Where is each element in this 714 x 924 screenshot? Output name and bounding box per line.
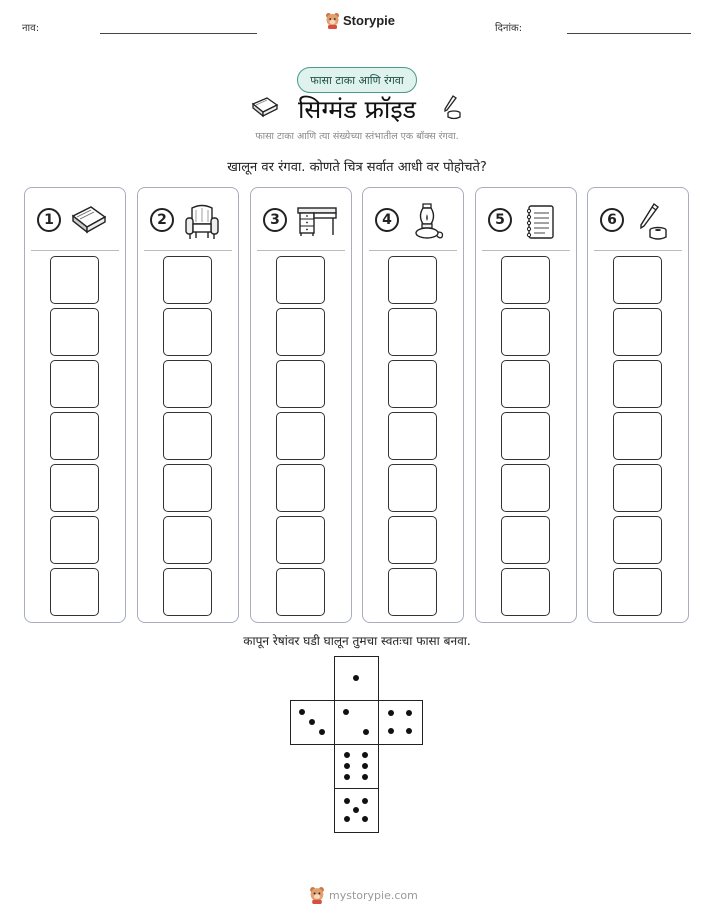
cut-instruction: कापून रेषांवर घडी घालून तुमचा स्वतःचा फासा बनवा. (243, 634, 471, 648)
page-title: सिग्मंड फ्रॉइड (297, 95, 417, 124)
color-box[interactable] (276, 412, 325, 460)
pip (406, 710, 412, 716)
subtitle: फासा टाका आणि त्या संख्येच्या स्तंभातील एक बॉक्स रंगवा. (255, 131, 459, 142)
color-box[interactable] (501, 412, 550, 460)
column-3 (250, 187, 352, 623)
pip (343, 709, 349, 715)
color-box[interactable] (501, 464, 550, 512)
name-line (100, 33, 257, 34)
bear-mascot-icon (325, 12, 340, 29)
color-box[interactable] (163, 516, 212, 564)
column-divider (482, 250, 570, 251)
pip (353, 807, 359, 813)
date-label: दिनांक: (495, 23, 523, 34)
color-box[interactable] (501, 256, 550, 304)
column-1 (24, 187, 126, 623)
notepad-icon (520, 202, 560, 242)
brand-name: Storypie (343, 13, 396, 28)
footer-url[interactable]: mystorypie.com (329, 888, 418, 902)
color-box[interactable] (501, 516, 550, 564)
color-box[interactable] (388, 256, 437, 304)
pip (353, 675, 359, 681)
color-box[interactable] (501, 568, 550, 616)
color-box[interactable] (613, 568, 662, 616)
pip (299, 709, 305, 715)
color-box[interactable] (50, 256, 99, 304)
pip (319, 729, 325, 735)
desk-icon (295, 202, 339, 238)
pip (309, 719, 315, 725)
color-box[interactable] (613, 516, 662, 564)
pip (344, 798, 350, 804)
footer (309, 886, 418, 904)
column-number: 6 (600, 208, 624, 232)
color-box[interactable] (501, 360, 550, 408)
column-number: 4 (375, 208, 399, 232)
instruction-text: खालून वर रंगवा. कोणते चित्र सर्वात आधी वर पोहोचते? (227, 160, 487, 175)
column-divider (257, 250, 345, 251)
pip (344, 816, 350, 822)
pip (362, 763, 368, 769)
column-divider (369, 250, 457, 251)
color-box[interactable] (388, 568, 437, 616)
column-2 (137, 187, 239, 623)
book-icon (69, 202, 109, 238)
pen-inkwell-icon (632, 202, 672, 242)
date-line (567, 33, 691, 34)
column-divider (594, 250, 682, 251)
column-4 (362, 187, 464, 623)
column-6 (587, 187, 689, 623)
color-box[interactable] (163, 308, 212, 356)
color-box[interactable] (276, 256, 325, 304)
color-box[interactable] (613, 464, 662, 512)
column-divider (144, 250, 232, 251)
color-box[interactable] (388, 308, 437, 356)
color-box[interactable] (163, 568, 212, 616)
color-box[interactable] (50, 308, 99, 356)
color-box[interactable] (163, 256, 212, 304)
color-box[interactable] (276, 464, 325, 512)
bear-mascot-icon (309, 886, 325, 904)
die-face-bottom (334, 744, 379, 789)
die-face-left (290, 700, 335, 745)
color-box[interactable] (50, 360, 99, 408)
die-face-back (334, 788, 379, 833)
color-box[interactable] (388, 360, 437, 408)
die-face-right (378, 700, 423, 745)
die-face-center (334, 700, 379, 745)
color-box[interactable] (163, 412, 212, 460)
pip (362, 798, 368, 804)
color-box[interactable] (163, 360, 212, 408)
pen-inkwell-icon (437, 94, 463, 120)
column-divider (31, 250, 119, 251)
color-box[interactable] (50, 568, 99, 616)
color-box[interactable] (613, 412, 662, 460)
activity-tag: फासा टाका आणि रंगवा (297, 67, 417, 93)
color-box[interactable] (501, 308, 550, 356)
oil-lamp-icon (407, 202, 447, 242)
name-label: नाव: (22, 23, 40, 34)
color-box[interactable] (163, 464, 212, 512)
pip (344, 752, 350, 758)
color-box[interactable] (50, 516, 99, 564)
color-box[interactable] (613, 256, 662, 304)
column-number: 2 (150, 208, 174, 232)
color-box[interactable] (388, 464, 437, 512)
pip (363, 729, 369, 735)
pip (388, 728, 394, 734)
column-5 (475, 187, 577, 623)
color-box[interactable] (276, 568, 325, 616)
color-box[interactable] (613, 308, 662, 356)
color-box[interactable] (50, 464, 99, 512)
color-box[interactable] (613, 360, 662, 408)
column-number: 1 (37, 208, 61, 232)
column-number: 3 (263, 208, 287, 232)
pip (362, 816, 368, 822)
brand-logo (325, 12, 395, 29)
pip (388, 710, 394, 716)
color-box[interactable] (388, 412, 437, 460)
pip (344, 763, 350, 769)
color-box[interactable] (276, 308, 325, 356)
color-box[interactable] (388, 516, 437, 564)
color-box[interactable] (276, 516, 325, 564)
armchair-icon (182, 202, 222, 242)
column-number: 5 (488, 208, 512, 232)
color-box[interactable] (50, 412, 99, 460)
color-box[interactable] (276, 360, 325, 408)
pip (344, 774, 350, 780)
pip (362, 752, 368, 758)
pip (406, 728, 412, 734)
pip (362, 774, 368, 780)
die-face-top (334, 656, 379, 701)
